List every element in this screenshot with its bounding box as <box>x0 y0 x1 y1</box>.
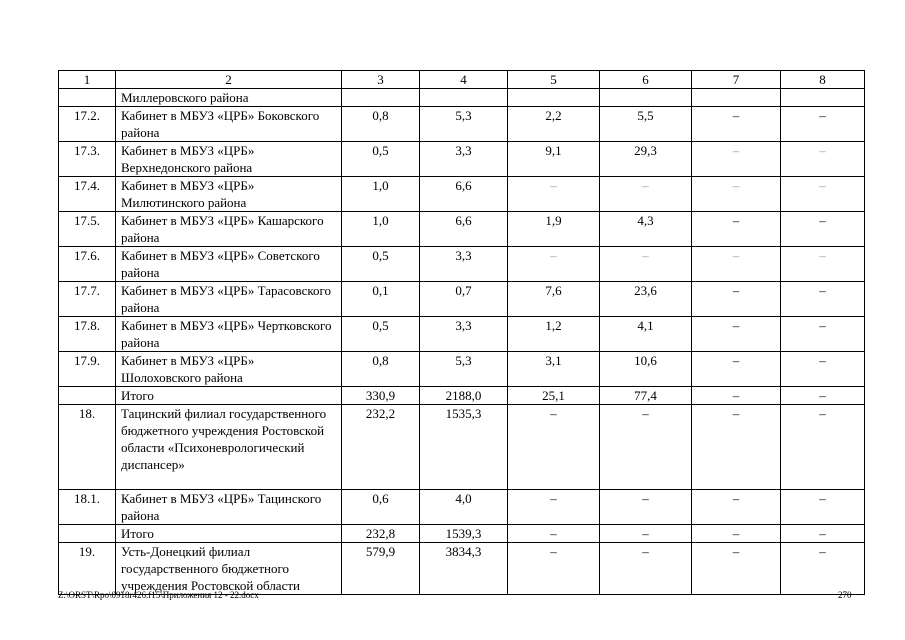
value-cell: – <box>692 317 781 352</box>
value-cell: – <box>781 177 865 212</box>
table-row <box>59 525 865 543</box>
row-number-cell: 17.3. <box>59 142 116 177</box>
value-cell: 5,3 <box>420 352 508 387</box>
row-number-cell: 17.7. <box>59 282 116 317</box>
value-cell: 1535,3 <box>420 405 508 490</box>
table-body <box>59 89 865 595</box>
table-row <box>59 282 865 317</box>
value-cell: – <box>508 525 600 543</box>
value-cell: – <box>781 525 865 543</box>
value-cell: – <box>508 543 600 595</box>
value-cell: 232,8 <box>342 525 420 543</box>
value-cell: – <box>781 212 865 247</box>
value-cell: – <box>692 525 781 543</box>
value-cell: 23,6 <box>600 282 692 317</box>
value-cell: – <box>600 543 692 595</box>
table-row <box>59 387 865 405</box>
table-row <box>59 405 865 490</box>
value-cell: 3,3 <box>420 317 508 352</box>
footer-page-number: 270 <box>838 590 852 600</box>
footer-file-path: Z:\ORST\Rpo\0918r426.f15\Приложения 12 - 22.docx <box>58 590 259 600</box>
value-cell <box>342 89 420 107</box>
value-cell: 77,4 <box>600 387 692 405</box>
row-number-cell <box>59 387 116 405</box>
value-cell: 4,1 <box>600 317 692 352</box>
table-row <box>59 89 865 107</box>
value-cell: 10,6 <box>600 352 692 387</box>
value-cell <box>781 89 865 107</box>
value-cell: 0,5 <box>342 317 420 352</box>
value-cell: 1539,3 <box>420 525 508 543</box>
column-header: 4 <box>420 71 508 89</box>
value-cell: – <box>781 352 865 387</box>
row-name-cell: Кабинет в МБУЗ «ЦРБ» Кашарского района <box>116 212 342 247</box>
table-row <box>59 543 865 595</box>
column-header: 6 <box>600 71 692 89</box>
table-row <box>59 247 865 282</box>
column-header: 2 <box>116 71 342 89</box>
value-cell: 1,0 <box>342 212 420 247</box>
row-name-cell: Итого <box>116 387 342 405</box>
value-cell: 3834,3 <box>420 543 508 595</box>
value-cell: – <box>781 543 865 595</box>
value-cell: – <box>781 490 865 525</box>
value-cell: 232,2 <box>342 405 420 490</box>
value-cell: 9,1 <box>508 142 600 177</box>
value-cell: 7,6 <box>508 282 600 317</box>
value-cell: 5,3 <box>420 107 508 142</box>
value-cell: – <box>692 490 781 525</box>
value-cell: 3,3 <box>420 247 508 282</box>
value-cell: 579,9 <box>342 543 420 595</box>
row-name-cell: Кабинет в МБУЗ «ЦРБ» Тарасовского района <box>116 282 342 317</box>
value-cell <box>508 89 600 107</box>
value-cell: – <box>600 525 692 543</box>
data-table <box>58 70 865 595</box>
value-cell: – <box>692 212 781 247</box>
column-header: 8 <box>781 71 865 89</box>
row-name-cell: Кабинет в МБУЗ «ЦРБ» Шолоховского района <box>116 352 342 387</box>
value-cell: – <box>508 177 600 212</box>
value-cell: – <box>781 282 865 317</box>
value-cell: 4,3 <box>600 212 692 247</box>
row-number-cell: 17.9. <box>59 352 116 387</box>
value-cell: 0,8 <box>342 107 420 142</box>
row-number-cell: 17.8. <box>59 317 116 352</box>
value-cell: – <box>508 247 600 282</box>
column-header: 1 <box>59 71 116 89</box>
row-name-cell: Тацинский филиал государственного бюджетного учреждения Ростовской области «Психоневрологический диспансер» <box>116 405 342 490</box>
row-name-cell: Кабинет в МБУЗ «ЦРБ» Чертковского района <box>116 317 342 352</box>
value-cell: – <box>600 490 692 525</box>
row-number-cell: 18.1. <box>59 490 116 525</box>
value-cell: – <box>692 142 781 177</box>
value-cell: – <box>692 177 781 212</box>
value-cell: 1,9 <box>508 212 600 247</box>
value-cell: 0,5 <box>342 247 420 282</box>
column-header: 7 <box>692 71 781 89</box>
value-cell: 0,7 <box>420 282 508 317</box>
table-row <box>59 107 865 142</box>
value-cell: – <box>692 387 781 405</box>
table-row <box>59 177 865 212</box>
row-number-cell <box>59 89 116 107</box>
row-name-cell: Кабинет в МБУЗ «ЦРБ» Верхнедонского района <box>116 142 342 177</box>
row-name-cell: Кабинет в МБУЗ «ЦРБ» Тацинского района <box>116 490 342 525</box>
row-number-cell: 17.5. <box>59 212 116 247</box>
row-name-cell: Кабинет в МБУЗ «ЦРБ» Советского района <box>116 247 342 282</box>
row-name-cell: Усть-Донецкий филиал государственного бюджетного учреждения Ростовской области <box>116 543 342 595</box>
value-cell: – <box>781 317 865 352</box>
table-row <box>59 317 865 352</box>
value-cell: 2188,0 <box>420 387 508 405</box>
table-header-row <box>59 71 865 89</box>
value-cell: 5,5 <box>600 107 692 142</box>
value-cell: 3,3 <box>420 142 508 177</box>
value-cell: – <box>692 282 781 317</box>
value-cell: 6,6 <box>420 212 508 247</box>
row-name-cell: Итого <box>116 525 342 543</box>
value-cell: – <box>508 405 600 490</box>
value-cell: – <box>600 405 692 490</box>
row-name-cell: Кабинет в МБУЗ «ЦРБ» Милютинского района <box>116 177 342 212</box>
value-cell: – <box>692 543 781 595</box>
row-name-cell: Миллеровского района <box>116 89 342 107</box>
value-cell: 0,5 <box>342 142 420 177</box>
value-cell: – <box>781 142 865 177</box>
value-cell: 0,6 <box>342 490 420 525</box>
value-cell: 2,2 <box>508 107 600 142</box>
table-row <box>59 490 865 525</box>
value-cell: 1,0 <box>342 177 420 212</box>
value-cell: 29,3 <box>600 142 692 177</box>
value-cell: 330,9 <box>342 387 420 405</box>
row-name-cell: Кабинет в МБУЗ «ЦРБ» Боковского района <box>116 107 342 142</box>
value-cell: – <box>781 387 865 405</box>
value-cell: – <box>692 352 781 387</box>
value-cell: – <box>692 107 781 142</box>
row-number-cell: 17.4. <box>59 177 116 212</box>
value-cell: 3,1 <box>508 352 600 387</box>
table-row <box>59 212 865 247</box>
value-cell <box>600 89 692 107</box>
value-cell: 0,8 <box>342 352 420 387</box>
value-cell: – <box>781 247 865 282</box>
table-row <box>59 352 865 387</box>
value-cell: 25,1 <box>508 387 600 405</box>
row-number-cell: 17.6. <box>59 247 116 282</box>
value-cell: 0,1 <box>342 282 420 317</box>
value-cell: – <box>781 107 865 142</box>
table-row <box>59 142 865 177</box>
value-cell: – <box>600 177 692 212</box>
value-cell: 4,0 <box>420 490 508 525</box>
value-cell: – <box>692 247 781 282</box>
value-cell: 1,2 <box>508 317 600 352</box>
value-cell: 6,6 <box>420 177 508 212</box>
row-number-cell <box>59 525 116 543</box>
value-cell: – <box>508 490 600 525</box>
row-number-cell: 19. <box>59 543 116 595</box>
row-number-cell: 18. <box>59 405 116 490</box>
value-cell <box>692 89 781 107</box>
value-cell <box>420 89 508 107</box>
value-cell: – <box>692 405 781 490</box>
row-number-cell: 17.2. <box>59 107 116 142</box>
value-cell: – <box>600 247 692 282</box>
column-header: 3 <box>342 71 420 89</box>
value-cell: – <box>781 405 865 490</box>
column-header: 5 <box>508 71 600 89</box>
